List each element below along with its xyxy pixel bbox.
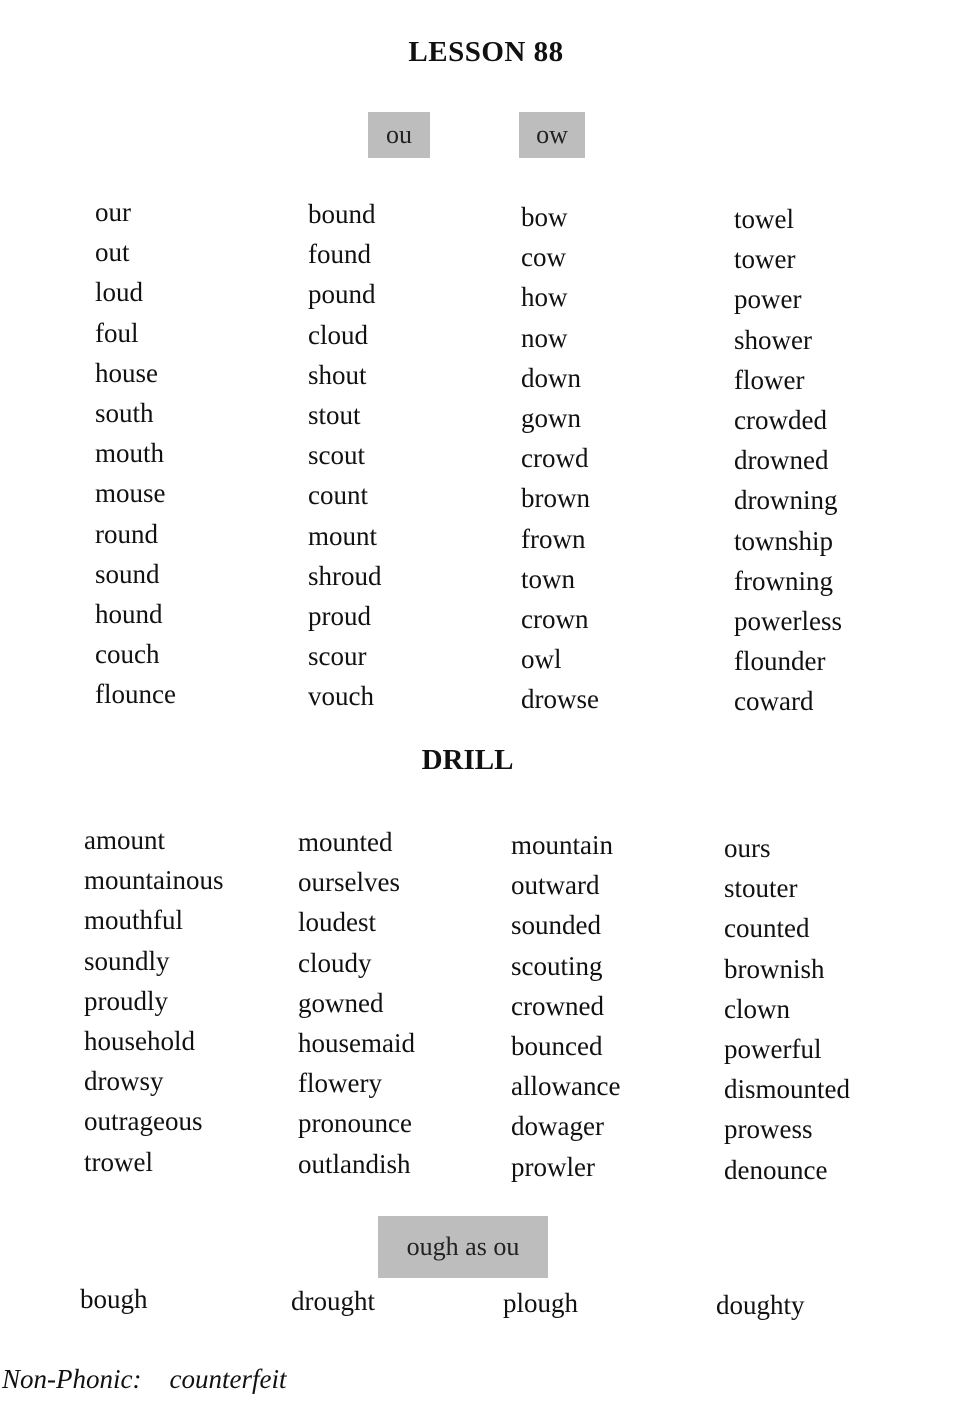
word: south [95, 398, 154, 429]
word: mount [308, 520, 378, 551]
word: tower [734, 244, 796, 275]
drill-word: drowsy [84, 1066, 164, 1097]
word: frown [521, 523, 586, 554]
word: foul [95, 317, 139, 348]
drill-word: dowager [511, 1111, 604, 1142]
drill-word: allowance [511, 1071, 621, 1102]
non-phonic-line [2, 1364, 286, 1395]
word: shower [734, 324, 812, 355]
word: town [521, 563, 575, 594]
drill-word: cloudy [298, 947, 372, 978]
word: found [308, 239, 371, 270]
word: crowd [521, 443, 589, 474]
word: drowned [734, 445, 829, 476]
drill-word: outlandish [298, 1148, 411, 1179]
word: brown [521, 483, 590, 514]
word: crowded [734, 405, 827, 436]
ough-as-ou-tag: ough as ou [378, 1216, 548, 1278]
drill-column-1 [84, 820, 224, 1182]
word: township [734, 525, 834, 556]
word: bound [308, 199, 376, 229]
non-phonic-word: counterfeit [169, 1364, 287, 1394]
drill-column-2 [298, 822, 415, 1184]
drill-heading: DRILL [421, 744, 514, 776]
word: frowning [734, 565, 833, 596]
word: sound [95, 558, 160, 589]
word: power [734, 284, 802, 315]
word: powerless [734, 606, 842, 637]
word: proud [308, 601, 371, 632]
drill-word: mounted [298, 827, 393, 857]
word: crown [521, 604, 589, 635]
word: mouth [95, 438, 165, 469]
word: flower [734, 364, 805, 395]
word: stout [308, 400, 361, 431]
word: out [95, 237, 130, 268]
drill-word: scouting [511, 950, 603, 981]
lesson-title: LESSON 88 [408, 36, 564, 68]
drill-column-4 [724, 828, 850, 1190]
word: down [521, 362, 581, 393]
word: count [308, 480, 368, 511]
word: loud [95, 277, 144, 308]
drill-word: amount [84, 825, 165, 855]
ough-word: doughty [716, 1290, 805, 1320]
word: scout [308, 440, 365, 471]
drill-word: proudly [84, 985, 168, 1016]
drill-word: soundly [84, 945, 170, 976]
drill-word: bounced [511, 1031, 603, 1062]
word: hound [95, 599, 163, 630]
word: shroud [308, 560, 382, 591]
ough-word: drought [291, 1286, 375, 1316]
drill-word: housemaid [298, 1028, 415, 1059]
ough-word: bough [80, 1284, 148, 1314]
word: drowse [521, 684, 599, 715]
word-column-4 [734, 199, 842, 722]
drill-word: prowess [724, 1114, 813, 1145]
drill-word: mouthful [84, 905, 183, 936]
word: flounce [95, 679, 176, 710]
word: drowning [734, 485, 838, 516]
drill-word: stouter [724, 873, 798, 904]
word: now [521, 322, 568, 353]
ow-tag: ow [519, 112, 585, 158]
drill-word: clown [724, 993, 790, 1024]
word: our [95, 197, 131, 227]
drill-word: gowned [298, 987, 384, 1018]
drill-word: outward [511, 870, 600, 901]
drill-word: ours [724, 833, 771, 863]
drill-word: mountainous [84, 865, 224, 896]
word-column-1 [95, 192, 176, 715]
drill-word: mountain [511, 830, 613, 860]
word: couch [95, 639, 160, 670]
word: house [95, 357, 158, 388]
word-column-3 [521, 197, 599, 720]
word: mouse [95, 478, 166, 509]
word: cow [521, 242, 566, 273]
drill-word: crowned [511, 990, 604, 1021]
word: gown [521, 403, 581, 434]
word: flounder [734, 646, 826, 677]
ough-word: plough [503, 1288, 579, 1318]
word: cloud [308, 319, 368, 350]
word: shout [308, 359, 367, 390]
word: towel [734, 204, 794, 234]
drill-word: counted [724, 913, 810, 944]
word: owl [521, 644, 562, 675]
word: bow [521, 202, 568, 232]
word: pound [308, 279, 376, 310]
non-phonic-label: Non-Phonic: [2, 1364, 142, 1394]
word: vouch [308, 681, 374, 712]
drill-word: flowery [298, 1068, 382, 1099]
drill-column-3 [511, 825, 620, 1187]
ou-tag: ou [368, 112, 430, 158]
word: round [95, 518, 158, 549]
drill-word: loudest [298, 907, 376, 938]
word: coward [734, 686, 814, 717]
drill-word: trowel [84, 1146, 153, 1177]
drill-word: prowler [511, 1151, 595, 1182]
drill-word: powerful [724, 1034, 822, 1065]
drill-word: pronounce [298, 1108, 412, 1139]
drill-word: denounce [724, 1154, 828, 1185]
word: scour [308, 641, 367, 672]
drill-word: household [84, 1026, 195, 1057]
drill-word: dismounted [724, 1074, 850, 1105]
drill-word: brownish [724, 953, 825, 984]
drill-word: ourselves [298, 867, 400, 898]
word: how [521, 282, 568, 313]
drill-word: sounded [511, 910, 601, 941]
word-column-2 [308, 194, 382, 717]
drill-word: outrageous [84, 1106, 203, 1137]
